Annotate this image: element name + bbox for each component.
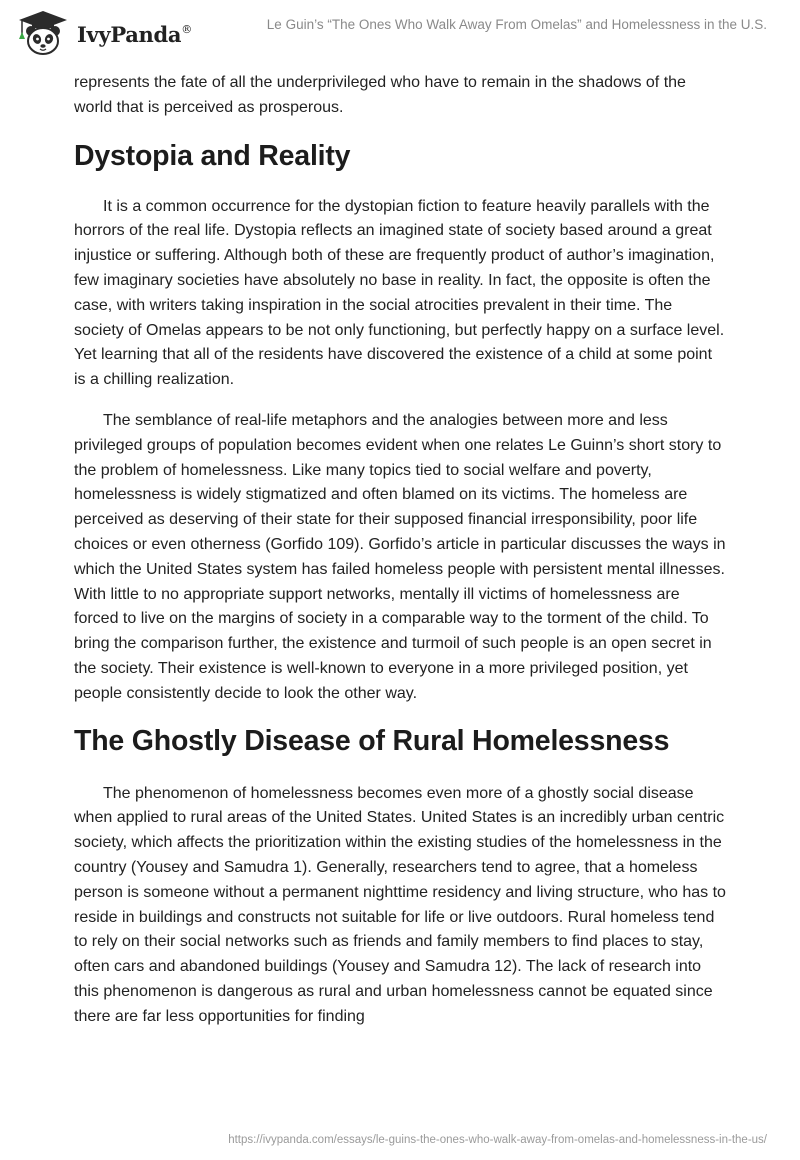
article-body <box>74 71 726 1046</box>
section-heading-rural-homelessness: The Ghostly Disease of Rural Homelessness <box>74 724 670 757</box>
paragraph: The semblance of real-life metaphors and the analogies between more and less privileged groups of population becomes evident when one relates Le Guinn’s short story to the problem of homelessness. Like many topics tied to social welfare and poverty, homelessness is widely stigmatized and often blamed on its victims. The homeless are perceived as deserving of their state for their supposed financial irresponsibility, poor life choices or even otherness (Gorfido 109). Gorfido’s article in particular discusses the ways in which the United States system has failed homeless people with persistent mental illnesses. With little to no appropriate support networks, mentally ill victims of homelessness are forced to live on the margins of society in a comparable way to the torment of the child. To bring the comparison further, the existence and turmoil of such people is an open secret in the society. Their existence is well-known to everyone in a more privileged position, yet people consistently decide to look the other way. <box>74 411 726 702</box>
page-header <box>0 0 800 64</box>
source-url-link[interactable]: https://ivypanda.com/essays/le-guins-the-ones-who-walk-away-from-omelas-and-homelessness-in-the-us/ <box>228 1134 767 1146</box>
section-heading-dystopia-and-reality: Dystopia and Reality <box>74 139 351 172</box>
site-logo[interactable] <box>15 9 205 57</box>
paragraph: The phenomenon of homelessness becomes even more of a ghostly social disease when applied to rural areas of the United States. United States is an incredibly urban centric society, which affects the prioritization within the existing studies of the homelessness in the country (Yousey and Samudra 1). Generally, researchers tend to agree, that a homeless person is someone without a permanent nighttime residency and living structure, who has to reside in buildings and constructs not suitable for life or live outdoors. Rural homeless tend to rely on their social networks such as friends and family members to find places to stay, often cars and abandoned buildings (Yousey and Samudra 12). The lack of research into this phenomenon is dangerous as rural and urban homelessness cannot be equated since there are far less opportunities for finding <box>74 784 726 1025</box>
brand-name: IvyPanda® <box>77 22 192 47</box>
panda-graduation-cap-icon <box>15 9 71 57</box>
paragraph: It is a common occurrence for the dystopian fiction to feature heavily parallels with the horrors of the real life. Dystopia reflects an imagined state of society based around a great injustice or suffering. Although both of these are frequently product of author’s imagination, few imaginary societies have absolutely no base in reality. In fact, the opposite is often the case, with writers taking inspiration in the social atrocities prevalent in their time. The society of Omelas appears to be not only functioning, but perfectly happy on a surface level. Yet learning that all of the residents have discovered the existence of a child at some point is a chilling realization. <box>74 197 725 389</box>
document-title: Le Guin’s “The Ones Who Walk Away From Omelas” and Homelessness in the U.S. <box>266 17 767 32</box>
lead-paragraph: represents the fate of all the underprivileged who have to remain in the shadows of the world that is perceived as prosperous. <box>74 74 686 116</box>
registered-mark: ® <box>181 23 192 36</box>
